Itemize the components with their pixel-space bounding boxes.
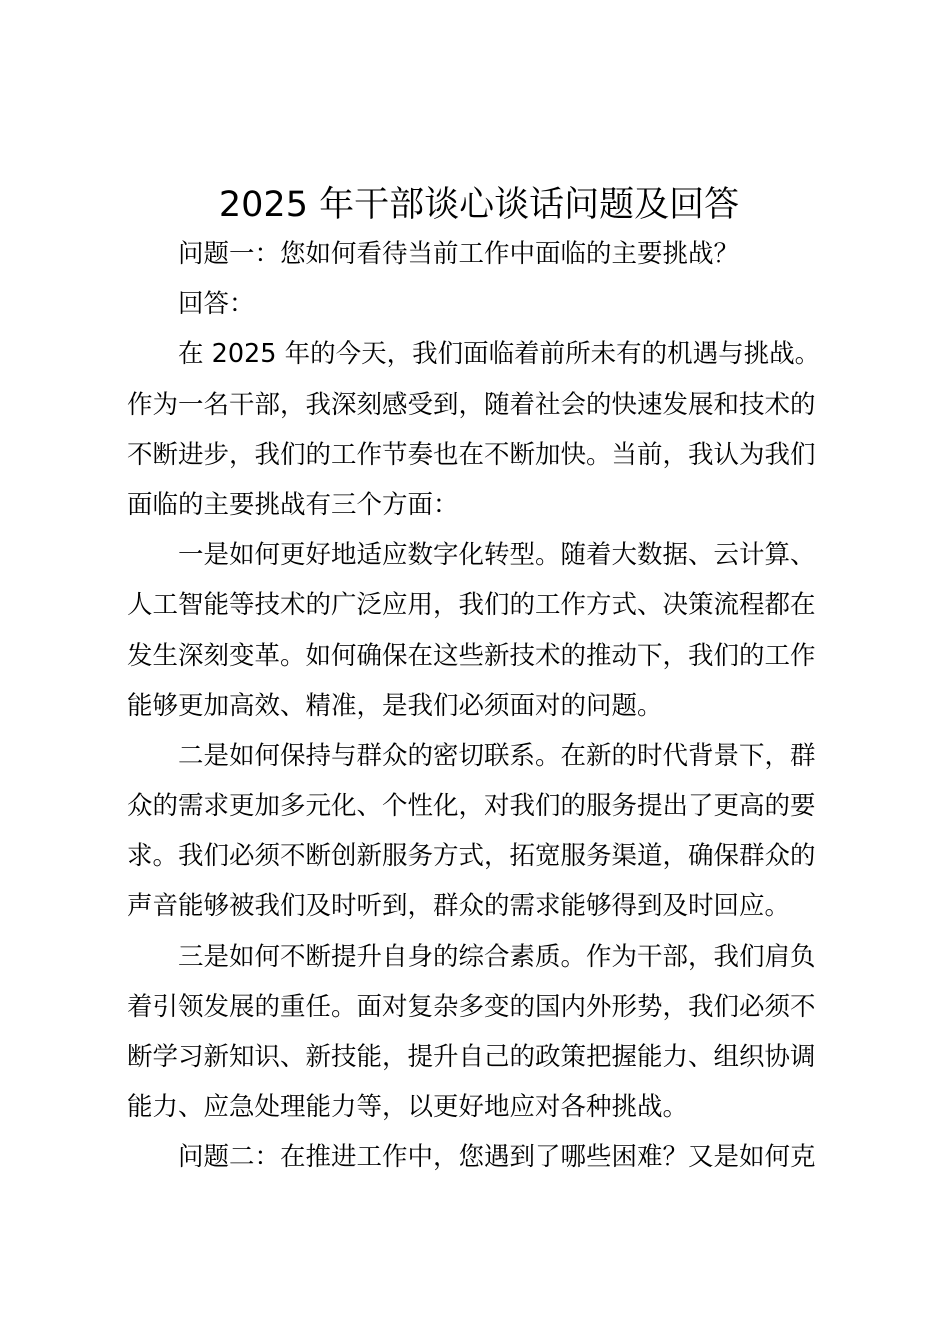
text-line: 着引领发展的重任。面对复杂多变的国内外形势，我们必须不 — [127, 991, 816, 1022]
text-line: 能力、应急处理能力等，以更好地应对各种挑战。 — [127, 1092, 689, 1123]
text-line: 二是如何保持与群众的密切联系。在新的时代背景下，群 — [178, 740, 816, 771]
text-line: 问题二：在推进工作中，您遇到了哪些困难？又是如何克 — [178, 1142, 816, 1173]
text-line: 一是如何更好地适应数字化转型。随着大数据、云计算、 — [178, 540, 816, 571]
text-line: 求。我们必须不断创新服务方式，拓宽服务渠道，确保群众的 — [127, 841, 816, 872]
text-line: 作为一名干部，我深刻感受到，随着社会的快速发展和技术的 — [127, 389, 816, 420]
text-line: 众的需求更加多元化、个性化，对我们的服务提出了更高的要 — [127, 791, 816, 822]
text-line: 三是如何不断提升自身的综合素质。作为干部，我们肩负 — [178, 941, 816, 972]
text-line: 面临的主要挑战有三个方面： — [127, 489, 459, 520]
document-body — [127, 229, 835, 1183]
text-line: 发生深刻变革。如何确保在这些新技术的推动下，我们的工作 — [127, 640, 816, 671]
text-line: 不断进步，我们的工作节奏也在不断加快。当前，我认为我们 — [127, 439, 816, 470]
text-line: 断学习新知识、新技能，提升自己的政策把握能力、组织协调 — [127, 1042, 816, 1072]
text-line: 声音能够被我们及时听到，群众的需求能够得到及时回应。 — [127, 891, 791, 922]
text-line: 回答： — [178, 289, 255, 320]
text-line: 在 2025 年的今天，我们面临着前所未有的机遇与挑战。 — [178, 339, 821, 370]
text-line: 问题一：您如何看待当前工作中面临的主要挑战？ — [178, 239, 740, 269]
text-line: 能够更加高效、精准，是我们必须面对的问题。 — [127, 690, 663, 721]
text-line: 人工智能等技术的广泛应用，我们的工作方式、决策流程都在 — [127, 590, 816, 621]
document-title: 2025 年干部谈心谈话问题及回答 — [218, 185, 740, 225]
